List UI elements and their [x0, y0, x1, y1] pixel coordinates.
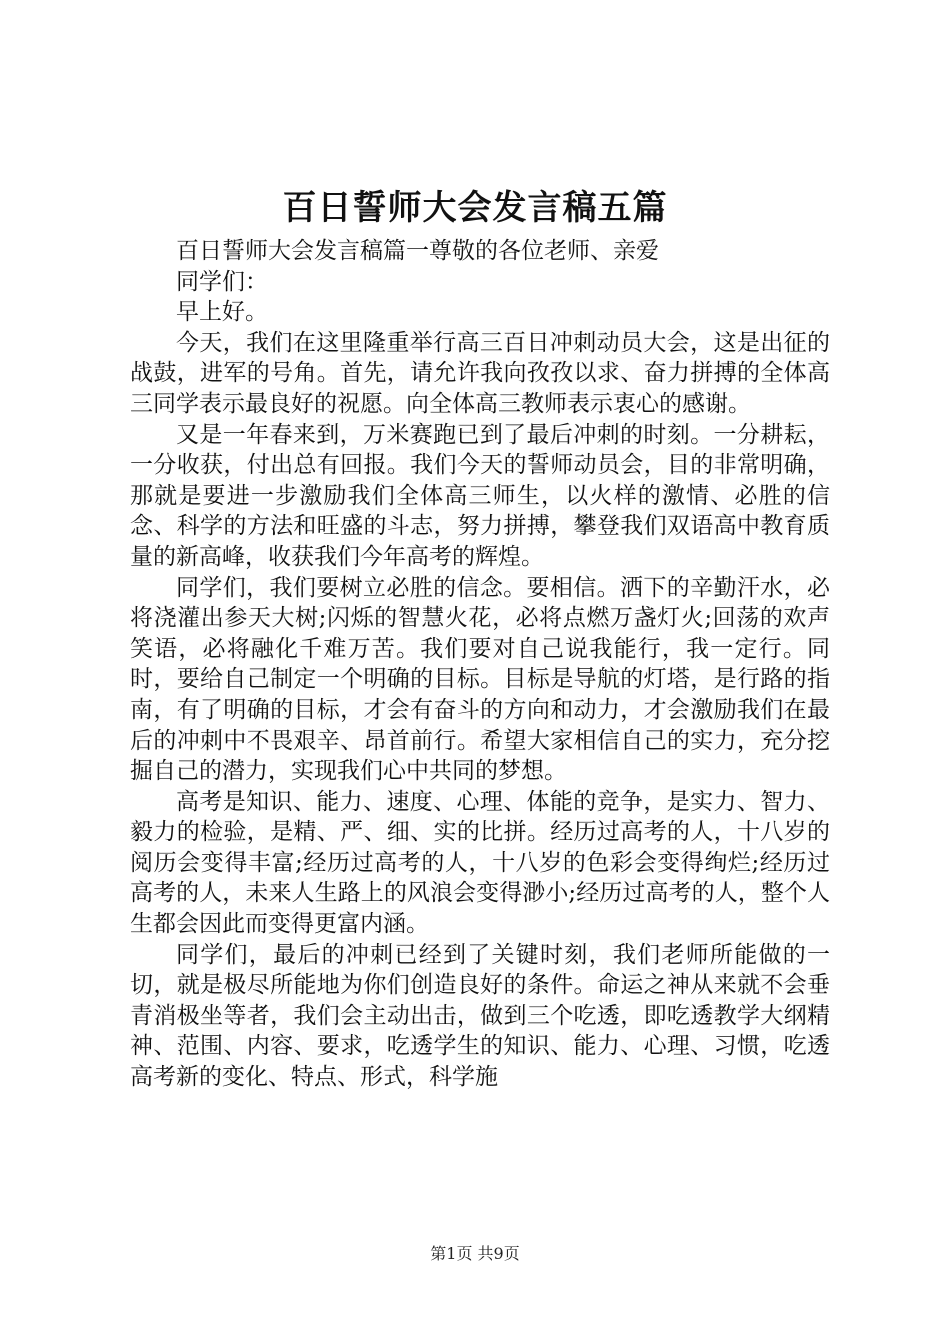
paragraph-gaokao: 高考是知识、能力、速度、心理、体能的竞争，是实力、智力、毅力的检验，是精、严、细、实的比拼。经历过高考的人，十八岁的阅历会变得丰富;经历过高考的人，十八岁的色彩会变得绚烂;经历过高考的人，未来人生路上的风浪会变得渺小;经历过高考的人，整个人生都会因此而变得更富内涵。	[130, 788, 830, 938]
page-number-footer: 第1页 共9页	[430, 1244, 520, 1263]
paragraph-salutation-2: 同学们：	[176, 268, 268, 295]
paragraph-greeting: 早上好。	[176, 299, 268, 326]
paragraph-salutation-1: 百日誓师大会发言稿篇一尊敬的各位老师、亲爱	[176, 238, 659, 264]
page-title: 百日誓师大会发言稿五篇	[282, 188, 668, 228]
paragraph-opening: 今天，我们在这里隆重举行高三百日冲刺动员大会，这是出征的战鼓，进军的号角。首先，请允许我向孜孜以求、奋力拼搏的全体高三同学表示最良好的祝愿。向全体高三教师表示衷心的感谢。	[130, 329, 830, 417]
paragraph-belief: 同学们，我们要树立必胜的信念。要相信。洒下的辛勤汗水，必将浇灌出参天大树;闪烁的智慧火花，必将点燃万盏灯火;回荡的欢声笑语，必将融化千难万苦。我们要对自己说我能行，我一定行。同时，要给自己制定一个明确的目标。目标是导航的灯塔，是行路的指南，有了明确的目标，才会有奋斗的方向和动力，才会激励我们在最后的冲刺中不畏艰辛、昂首前行。希望大家相信自己的实力，充分挖掘自己的潜力，实现我们心中共同的梦想。	[130, 574, 830, 785]
document-body	[130, 236, 830, 1093]
paragraph-spring: 又是一年春来到，万米赛跑已到了最后冲刺的时刻。一分耕耘，一分收获，付出总有回报。我们今天的誓师动员会，目的非常明确，那就是要进一步激励我们全体高三师生，以火样的激情、必胜的信念、科学的方法和旺盛的斗志，努力拼搏，攀登我们双语高中教育质量的新高峰，收获我们今年高考的辉煌。	[130, 421, 830, 570]
paragraph-final-sprint: 同学们，最后的冲刺已经到了关键时刻，我们老师所能做的一切，就是极尽所能地为你们创造良好的条件。命运之神从来就不会垂青消极坐等者，我们会主动出击，做到三个吃透，即吃透教学大纲精神、范围、内容、要求，吃透学生的知识、能力、心理、习惯，吃透高考新的变化、特点、形式，科学施	[130, 941, 830, 1091]
